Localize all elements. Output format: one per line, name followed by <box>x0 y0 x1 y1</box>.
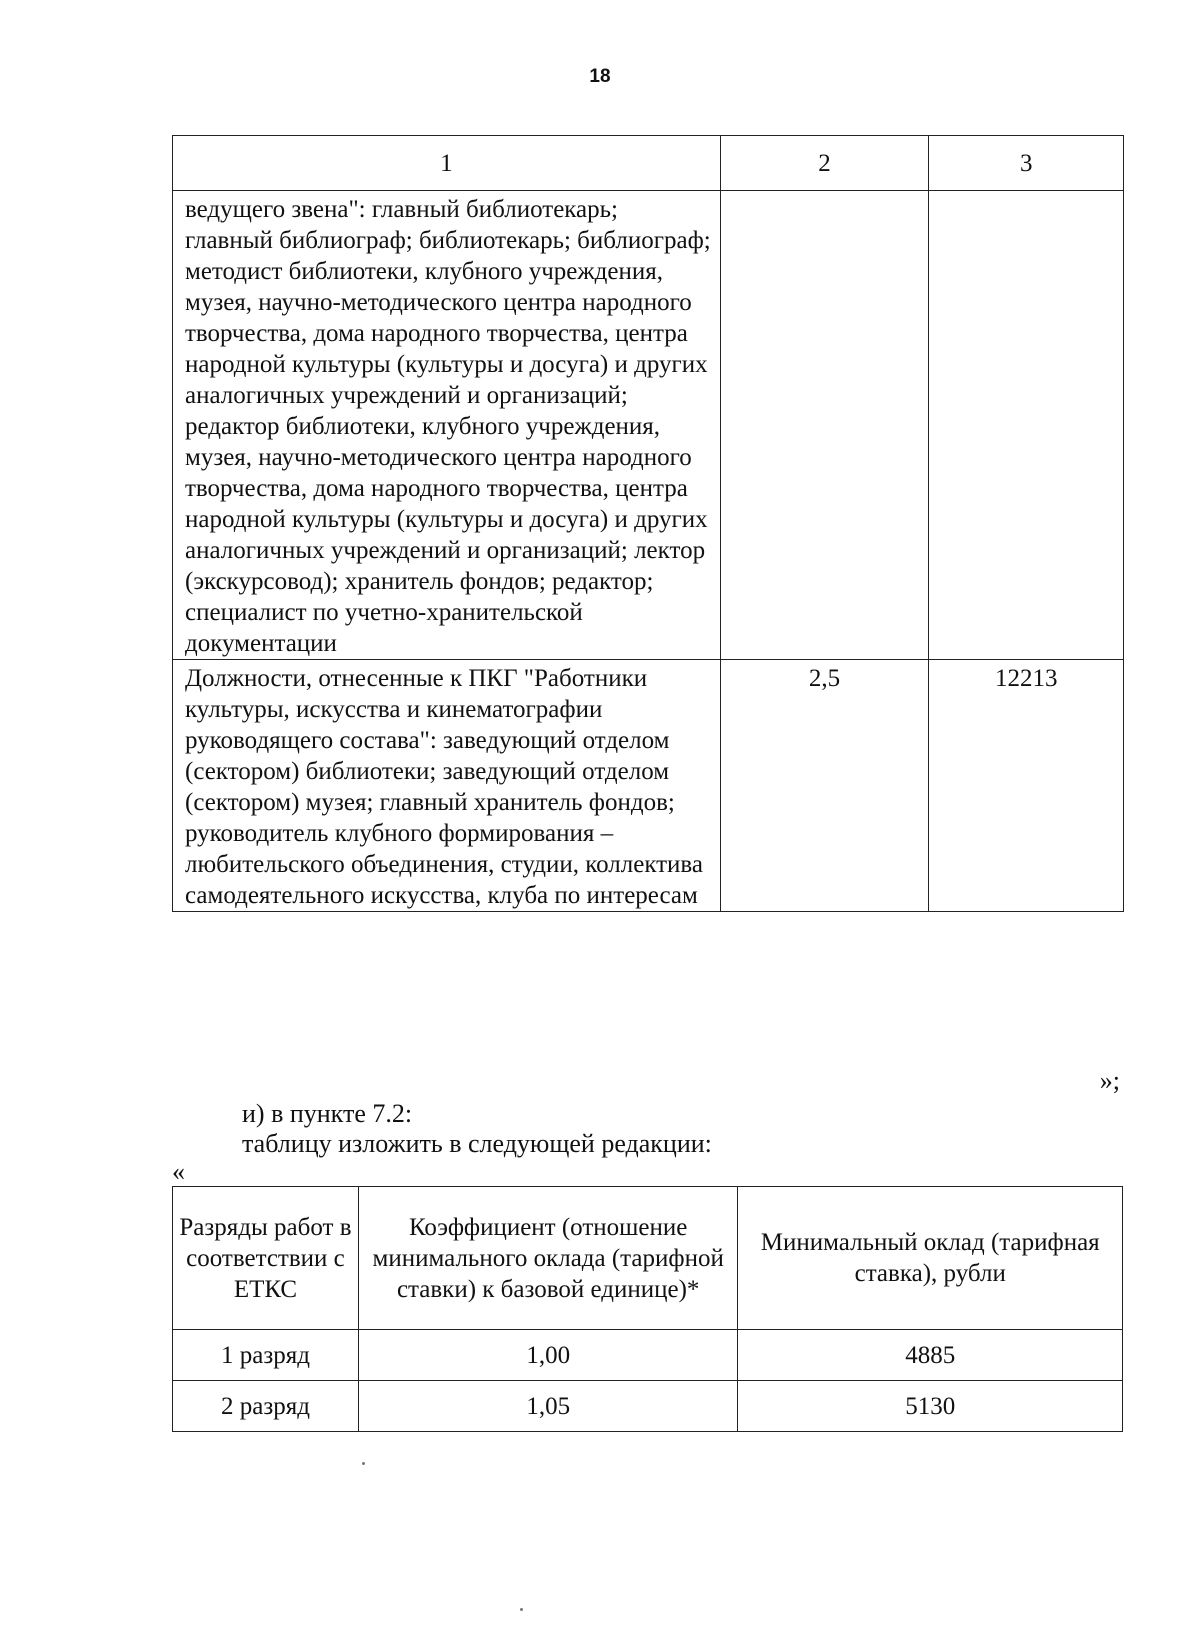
table-row <box>173 1330 1123 1381</box>
scan-speck <box>520 1608 523 1611</box>
salary-cell: 4885 <box>738 1330 1123 1381</box>
positions-table-header-cell: 1 <box>173 136 721 191</box>
grade-cell: 1 разряд <box>173 1330 359 1381</box>
page-number: 18 <box>589 66 611 87</box>
positions-table-header-row <box>173 136 1124 191</box>
amendment-instruction: таблицу изложить в следующей редакции: <box>242 1129 712 1158</box>
grades-table <box>172 1186 1123 1432</box>
table-row <box>173 191 1124 660</box>
positions-table-header-cell: 2 <box>720 136 929 191</box>
grade-header-cell: Разряды работ в соответствии с ЕТКС <box>173 1187 359 1330</box>
coefficient-cell: 2,5 <box>720 660 929 912</box>
table-row <box>173 1381 1123 1432</box>
salary-cell: 12213 <box>929 660 1124 912</box>
salary-header-cell: Минимальный оклад (тарифная ставка), рубли <box>738 1187 1123 1330</box>
coefficient-cell <box>720 191 929 660</box>
closing-quote: »; <box>1099 1066 1120 1095</box>
position-description-cell: ведущего звена": главный библиотекарь; главный библиограф; библиотекарь; библиограф; методист библиотеки, клубного учреждения, музея, научно-методического центра народного творчества, дома народного творчества, центра народной культуры (культуры и досуга) и других аналогичных учреждений и организаций; редактор библиотеки, клубного учреждения, музея, научно-методического центра народного творчества, дома народного творчества, центра народной культуры (культуры и досуга) и других аналогичных учреждений и организаций; лектор (экскурсовод); хранитель фондов; редактор; специалист по учетно-хранительской документации <box>173 191 721 660</box>
coefficient-header-cell: Коэффициент (отношение минимального оклада (тарифной ставки) к базовой единице)* <box>358 1187 738 1330</box>
scan-speck <box>362 1462 365 1465</box>
salary-cell: 5130 <box>738 1381 1123 1432</box>
salary-cell <box>929 191 1124 660</box>
table-row <box>173 660 1124 912</box>
coefficient-cell: 1,05 <box>358 1381 738 1432</box>
positions-table <box>172 135 1124 912</box>
grade-cell: 2 разряд <box>173 1381 359 1432</box>
opening-quote: « <box>172 1157 185 1186</box>
amendment-paragraph: и) в пункте 7.2: <box>242 1099 413 1128</box>
grades-table-header-row <box>173 1187 1123 1330</box>
coefficient-cell: 1,00 <box>358 1330 738 1381</box>
positions-table-header-cell: 3 <box>929 136 1124 191</box>
position-description-cell: Должности, отнесенные к ПКГ "Работники культуры, искусства и кинематографии руководящего состава": заведующий отделом (сектором) библиотеки; заведующий отделом (сектором) музея; главный хранитель фондов; руководитель клубного формирования – любительского объединения, студии, коллектива самодеятельного искусства, клуба по интересам <box>173 660 721 912</box>
